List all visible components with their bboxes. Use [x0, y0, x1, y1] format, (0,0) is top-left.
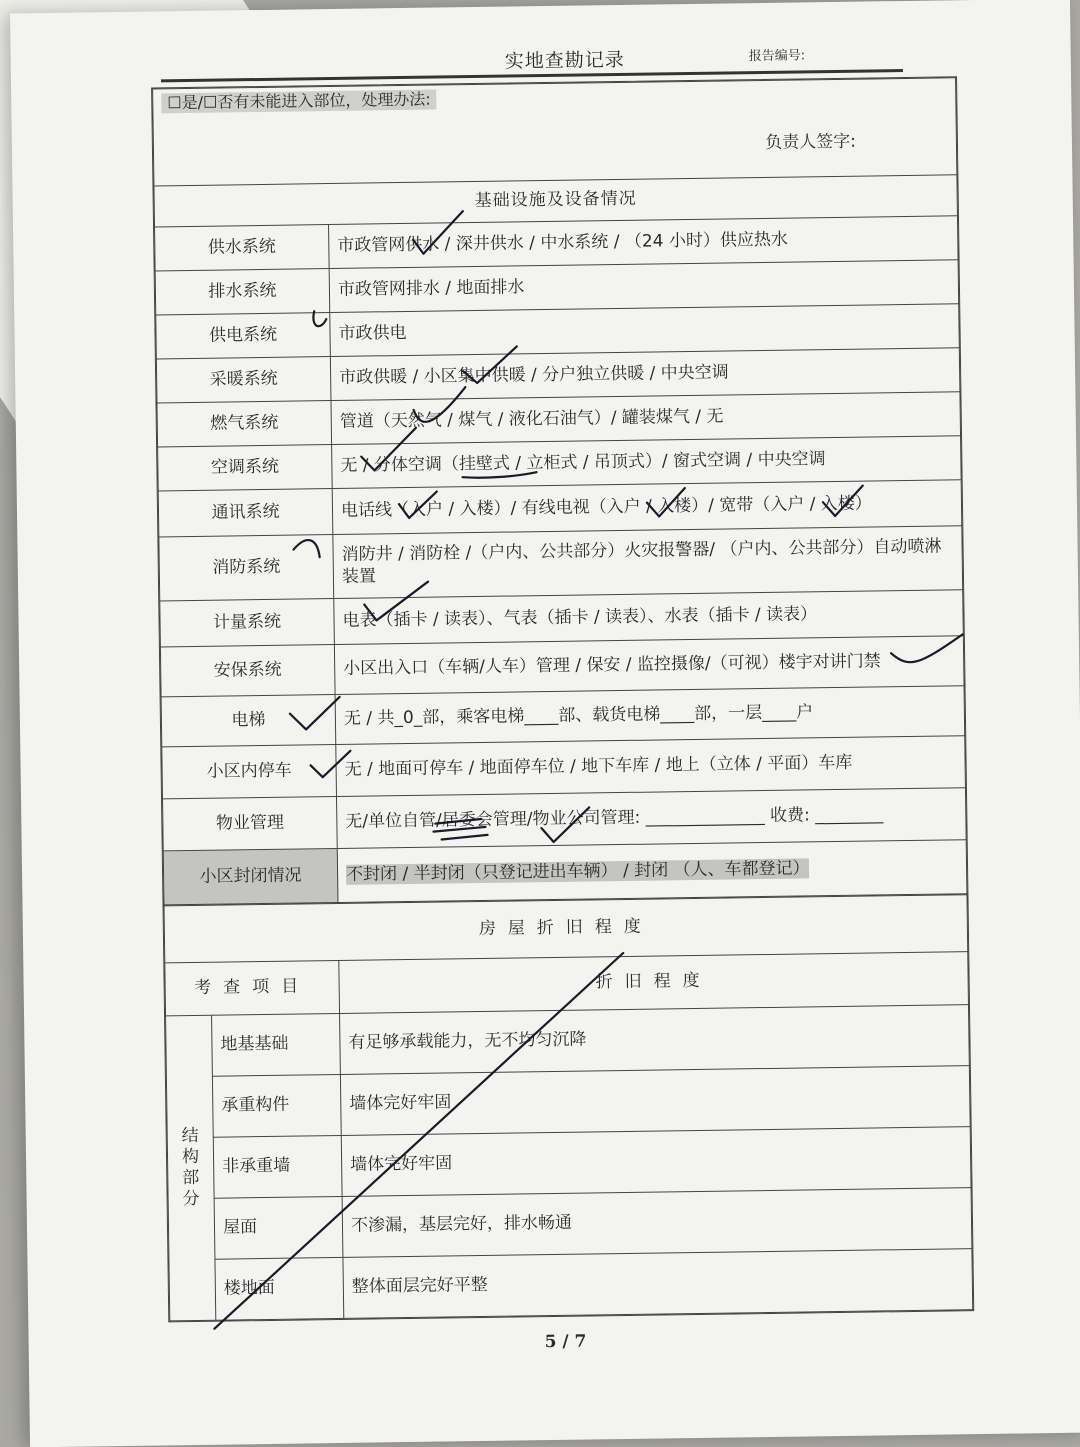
structure-item-desc: 整体面层完好平整 [343, 1249, 973, 1319]
structure-row [166, 1005, 970, 1077]
facility-value [337, 840, 967, 903]
facility-value: 无/单位自管/居委会管理/物业公司管理: ______________ 收费: ________ [337, 788, 967, 849]
structure-row [168, 1188, 972, 1260]
facility-label: 小区封闭情况 [163, 848, 338, 904]
facility-value: 管道（天然气 / 煤气 / 液化石油气）/ 罐装煤气 / 无 [331, 392, 961, 445]
structure-item-desc: 有足够承载能力，无不均匀沉降 [340, 1005, 970, 1075]
facility-value: 无 / 分体空调（挂壁式 / 立柜式 / 吊顶式）/ 窗式空调 / 中央空调 [332, 436, 962, 489]
document-page [10, 0, 1080, 1447]
facility-value: 小区出入口（车辆/人车）管理 / 保安 / 监控摄像/（可视）楼宇对讲门禁 [334, 636, 964, 695]
facility-label: 排水系统 [155, 269, 330, 315]
facility-value: 无 / 共_0_部，乘客电梯____部、载货电梯____部，一层____户 [335, 686, 965, 745]
facility-label: 物业管理 [163, 796, 338, 850]
survey-form [151, 76, 974, 1322]
access-cell [153, 78, 957, 186]
facility-label: 小区内停车 [162, 744, 337, 798]
structure-item-label: 楼地面 [215, 1257, 344, 1320]
facility-label: 通讯系统 [158, 489, 333, 537]
facility-label: 燃气系统 [157, 401, 332, 447]
access-question: ☐是/☐否有未能进入部位，处理办法: [161, 90, 437, 114]
structure-group-text: 结构部分 [181, 1125, 200, 1210]
page-number: 5 / 7 [544, 1331, 587, 1353]
facility-label: 电梯 [161, 694, 336, 746]
structure-item-desc: 不渗漏，基层完好，排水畅通 [342, 1188, 972, 1258]
structure-row [166, 1066, 970, 1138]
facility-value: 市政管网供水 / 深井供水 / 中水系统 / （24 小时）供应热水 [329, 216, 959, 269]
facility-value: 消防井 / 消防栓 /（户内、公共部分）火灾报警器/ （户内、公共部分）自动喷淋装置 [333, 526, 963, 599]
depreciation-table [164, 894, 974, 1321]
structure-row [167, 1127, 971, 1199]
signature-label: 负责人签字: [765, 131, 857, 153]
facility-label: 供电系统 [156, 313, 331, 359]
facility-label: 空调系统 [158, 445, 333, 491]
facility-value: 电表（插卡 / 读表）、气表（插卡 / 读表）、水表（插卡 / 读表） [334, 590, 964, 645]
structure-item-label: 非承重墙 [213, 1135, 342, 1198]
enclosure-value: 不封闭 / 半封闭（只登记进出车辆） / 封闭 （人、车都登记） [345, 858, 810, 885]
document-title: 实地查勘记录 [504, 48, 625, 73]
facility-value: 市政供暖 / 小区集中供暖 / 分户独立供暖 / 中央空调 [330, 348, 960, 401]
structure-item-label: 地基基础 [212, 1013, 341, 1076]
facility-label: 计量系统 [160, 599, 335, 647]
facility-value: 电话线（入户 / 入楼）/ 有线电视（入户 / 入楼）/ 宽带（入户 / 入楼） [332, 480, 962, 535]
facilities-table [152, 77, 967, 905]
depreciation-title: 房屋折旧程度 [164, 895, 968, 963]
structure-row [169, 1249, 973, 1321]
facility-value: 无 / 地面可停车 / 地面停车位 / 地下车库 / 地上（立体 / 平面）车库 [336, 736, 966, 797]
facilities-section-title: 基础设施及设备情况 [154, 175, 957, 227]
facility-value: 市政供电 [330, 304, 960, 357]
structure-item-label: 承重构件 [212, 1074, 341, 1137]
structure-item-label: 屋面 [214, 1196, 343, 1259]
facility-label: 消防系统 [159, 535, 334, 601]
facility-row [159, 526, 963, 601]
degree-column-header: 折旧程度 [339, 952, 969, 1014]
facility-label: 供水系统 [155, 225, 330, 271]
facility-value: 市政管网排水 / 地面排水 [329, 260, 959, 313]
structure-item-desc: 墙体完好牢固 [341, 1127, 971, 1197]
facility-label: 安保系统 [160, 645, 335, 697]
facility-label: 采暖系统 [156, 357, 331, 403]
structure-group-label [166, 1015, 216, 1321]
item-column-header: 考查项目 [165, 960, 340, 1015]
structure-item-desc: 墙体完好牢固 [340, 1066, 970, 1136]
report-number-label: 报告编号: [748, 48, 806, 65]
